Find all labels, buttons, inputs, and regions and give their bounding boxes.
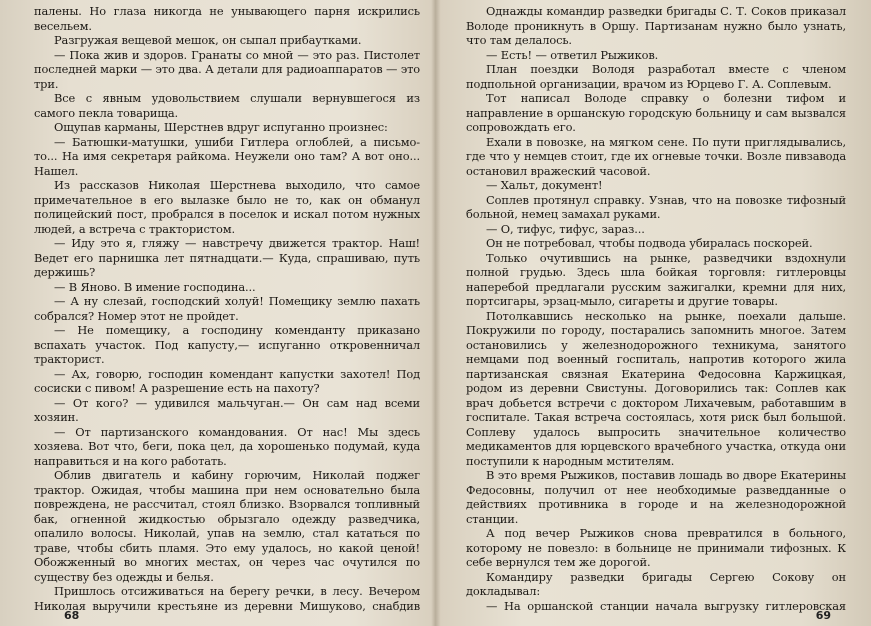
paragraph: — Пока жив и здоров. Гранаты со мной — это раз. Пистолет последней марки — это два. А детали для радиоаппаратов — это три. — [34, 47, 420, 91]
paragraph: А под вечер Рыжиков снова превратился в больного, которому не повезло: в больнице не принимали тифозных. К себе вернулся тем же дорогой. — [466, 526, 846, 569]
page-number-right: 69 — [815, 609, 831, 622]
paragraph: Потолкавшись несколько на рынке, поехали дальше. Покружили по городу, постарались запомнить многое. Затем остановились у железнодорожного техникума, занятого немцами под военный госпиталь, напротив которого жила партизанская связная Екатерина Федосовна Каржицкая, родом из деревни Свистуны. Договорились так: Соплев как врач добьется встречи с доктором Лихачевым, работавшим в госпитале. Такая встреча состоялась, хотя риск был большой. Соплеву удалось выпросить значительное количество медикаментов для юрцевского врачебного участка, откуда они поступили к народным мстителям. — [466, 308, 846, 468]
paragraph: — На оршанской станции начала выгрузку гитлеровская — [486, 598, 846, 613]
paragraph: Командиру разведки бригады Сергею Сокову он докладывал: — [466, 569, 846, 598]
paragraph: Он не потребовал, чтобы подвода убиралась поскорей. — [486, 236, 813, 250]
paragraph: палены. Но глаза никогда не унывающего парня искрились весельем. — [34, 4, 420, 33]
paragraph: Только очутившись на рынке, разведчики вздохнули полной грудью. Здесь шла бойкая торговля: гитлеровцы наперебой предлагали русским зажигалки, кремни для них, портсигары, эрзац-мыло, сигареты и другие товары. — [466, 250, 846, 308]
paragraph: Разгружая вещевой мешок, он сыпал прибаутками. — [54, 33, 362, 47]
paragraph: Из рассказов Николая Шерстнева выходило, что самое примечательное в его вылазке было не то, как он обманул полицейский пост, пробрался в поселок и искал потом нужных людей, а встреча с трактористом. — [34, 178, 420, 236]
paragraph: — От кого? — удивился мальчуган.— Он сам над всеми хозяин. — [34, 395, 420, 424]
paragraph: Соплев протянул справку. Узнав, что на повозке тифозный больной, немец замахал руками. — [466, 192, 846, 221]
paragraph: В это время Рыжиков, поставив лошадь во дворе Екатерины Федосовны, получил от нее необходимые разведданные о действиях противника в городе и на железнодорожной станции. — [466, 468, 846, 526]
paragraph: Все с явным удовольствием слушали вернувшегося из самого пекла товарища. — [34, 91, 420, 120]
paragraph: — От партизанского командования. От нас! Мы здесь хозяева. Вот что, беги, пока цел, да хорошенько подумай, куда направиться и на кого работать. — [34, 424, 420, 468]
paragraph: План поездки Володя разработал вместе с членом подпольной организации, врачом из Юрцево Г. А. Соплевым. — [466, 62, 846, 91]
paragraph: Однажды командир разведки бригады С. Т. Соков приказал Володе проникнуть в Оршу. Партизанам нужно было узнать, что там делалось. — [466, 4, 846, 47]
paragraph: — О, тифус, тифус, зараз... — [486, 221, 645, 236]
paragraph: — В Яново. В имение господина... — [54, 279, 256, 294]
right-page — [466, 4, 846, 614]
paragraph: Ехали в повозке, на мягком сене. По пути приглядывались, где что у немцев стоит, где их огневые точки. Возле пивзавода остановил вражеский часовой. — [466, 134, 846, 178]
paragraph: Облив двигатель и кабину горючим, Николай поджег трактор. Ожидая, чтобы машина при нем основательно была повреждена, не рассчитал, стоял близко. Взорвался топливный бак, огненной жидкостью обрызгало одежду разведчика, опалило волосы. Николай, упав на землю, стал кататься по траве, чтобы сбить пламя. Это ему удалось, но какой ценой! Обожженный во многих местах, он через час очутился по существу без одежды и белья. — [34, 468, 420, 584]
paragraph: — Есть! — ответил Рыжиков. — [486, 47, 659, 62]
page-number-left: 68 — [64, 609, 80, 622]
paragraph: Тот написал Володе справку о болезни тифом и направление в оршанскую городскую больницу и сам вызвался сопровождать его. — [466, 91, 846, 134]
paragraph: — Не помещику, а господину коменданту приказано вспахать участок. Под капусту,— испуганно откровенничал тракторист. — [34, 323, 420, 366]
paragraph: — Иду это я, гляжу — навстречу движется трактор. Наш! Ведет его парнишка лет пятнадцати.— Куда, спрашиваю, путь держишь? — [34, 236, 420, 279]
left-page — [34, 4, 420, 614]
paragraph: — Ах, говорю, господин комендант капустки захотел! Под сосиски с пивом! А разрешение есть на пахоту? — [34, 366, 420, 395]
paragraph: Ощупав карманы, Шерстнев вдруг испуганно произнес: — [54, 120, 388, 134]
paragraph: — А ну слезай, господский холуй! Помещику землю пахать собрался? Номер этот не пройдет. — [34, 294, 420, 323]
paragraph: Пришлось отсиживаться на берегу речки, в лесу. Вечером Николая выручили крестьяне из деревни Мишуково, снабдив — [34, 584, 420, 613]
paragraph: — Батюшки-матушки, ушиби Гитлера оглоблей, а письмо-то... На имя секретаря райкома. Неужели оно там? А вот оно... Нашел. — [34, 134, 420, 178]
paragraph: — Хальт, документ! — [486, 178, 603, 192]
